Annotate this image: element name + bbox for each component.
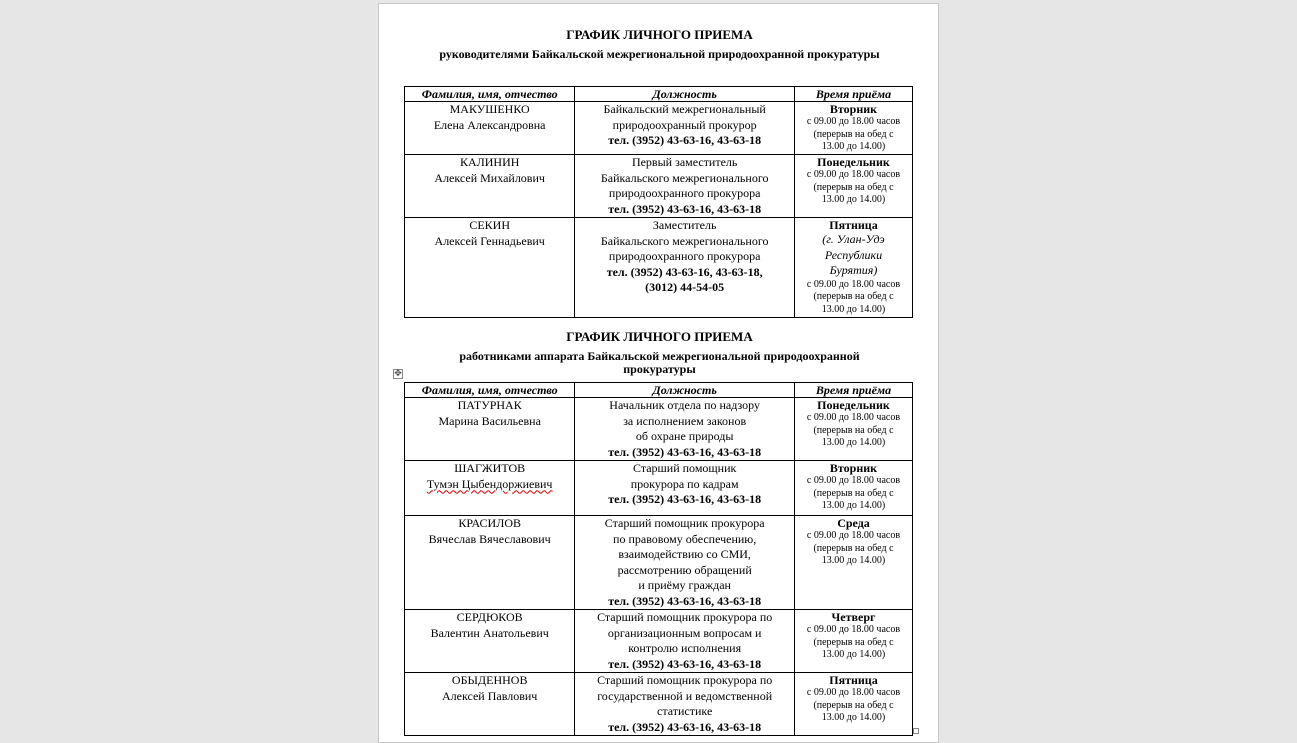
lunch-break: 13.00 до 14.00) — [821, 500, 886, 511]
lunch-break: 13.00 до 14.00) — [821, 194, 886, 205]
position-line: Байкальский межрегиональный — [603, 102, 766, 116]
table-row — [405, 155, 913, 218]
person-surname: СЕКИН — [469, 218, 511, 232]
lunch-break: (перерыв на обед с — [813, 424, 894, 436]
time-cell — [794, 398, 912, 461]
reception-hours: с 09.00 до 18.00 часов — [806, 624, 901, 635]
table-row — [405, 516, 913, 610]
lunch-break: (перерыв на обед с — [813, 487, 894, 499]
position-line: Байкальского межрегионального — [600, 233, 769, 248]
reception-hours: с 09.00 до 18.00 часов — [806, 687, 901, 698]
position-line: природоохранного прокурора — [608, 186, 761, 200]
position-line: природоохранного прокурора — [608, 249, 761, 263]
phone: тел. (3952) 43-63-16, 43-63-18 — [608, 444, 762, 459]
person-surname: МАКУШЕНКО — [449, 102, 530, 116]
header-fio: Фамилия, имя, отчество — [405, 383, 575, 398]
reception-location: Бурятия) — [829, 263, 878, 277]
time-cell — [794, 102, 912, 155]
reception-day: Среда — [837, 516, 870, 530]
time-cell — [794, 516, 912, 610]
position-line: Начальник отдела по надзору — [609, 398, 761, 412]
position-line: государственной и ведомственной — [597, 688, 773, 703]
position-cell — [575, 461, 795, 516]
position-line: по правовому обеспечению, — [613, 531, 757, 546]
section2-subtitle-cont: прокуратуры — [623, 362, 696, 376]
reception-day: Вторник — [829, 102, 878, 116]
position-cell — [575, 218, 795, 318]
position-line: и приёму граждан — [638, 578, 731, 592]
reception-day: Пятница — [829, 218, 878, 232]
lunch-break: (перерыв на обед с — [813, 636, 894, 648]
position-cell — [575, 516, 795, 610]
table-header-row — [405, 383, 913, 398]
position-line: Старший помощник — [632, 461, 737, 475]
phone-secondary: (3012) 44-54-05 — [645, 280, 725, 294]
lunch-break: (перерыв на обед с — [813, 181, 894, 193]
reception-day: Пятница — [829, 673, 878, 687]
time-cell — [794, 461, 912, 516]
table-row — [405, 610, 913, 673]
reception-hours: с 09.00 до 18.00 часов — [806, 475, 901, 486]
staff-schedule-table — [404, 382, 913, 736]
position-line: прокурора по кадрам — [630, 476, 739, 491]
position-line: организационным вопросам и — [607, 625, 762, 640]
person-name: Вячеслав Вячеславович — [428, 531, 551, 546]
section2-subtitle: работниками аппарата Байкальской межрегиональной природоохранной — [459, 349, 860, 363]
position-line: Заместитель — [652, 218, 717, 232]
person-cell — [405, 218, 575, 318]
section1-title: ГРАФИК ЛИЧНОГО ПРИЕМА — [566, 27, 753, 42]
position-cell — [575, 610, 795, 673]
table-row — [405, 461, 913, 516]
reception-hours: с 09.00 до 18.00 часов — [806, 278, 901, 290]
section1-subtitle: руководителями Байкальской межрегиональной природоохранной прокуратуры — [439, 47, 880, 61]
phone: тел. (3952) 43-63-16, 43-63-18 — [608, 133, 762, 147]
person-name: Марина Васильевна — [438, 413, 541, 428]
person-cell — [405, 673, 575, 736]
lunch-break: (перерыв на обед с — [813, 291, 894, 302]
reception-day: Четверг — [831, 610, 876, 624]
position-cell — [575, 155, 795, 218]
lunch-break: 13.00 до 14.00) — [821, 303, 886, 315]
position-line: Байкальского межрегионального — [600, 170, 769, 185]
move-arrows-icon[interactable]: ✥ — [394, 369, 402, 379]
phone: тел. (3952) 43-63-16, 43-63-18 — [608, 719, 762, 734]
position-cell — [575, 673, 795, 736]
person-cell — [405, 155, 575, 218]
position-line: контролю исполнения — [628, 641, 742, 655]
person-surname: КАЛИНИН — [459, 155, 520, 169]
position-line: Старший помощник прокурора по — [597, 673, 773, 687]
reception-day: Вторник — [829, 461, 878, 475]
person-cell — [405, 516, 575, 610]
person-surname: КРАСИЛОВ — [458, 516, 522, 530]
table-row — [405, 218, 913, 318]
phone: тел. (3952) 43-63-16, 43-63-18 — [608, 492, 762, 506]
person-surname: ШАГЖИТОВ — [454, 461, 526, 475]
person-surname: СЕРДЮКОВ — [456, 610, 523, 624]
leaders-schedule-table — [404, 86, 913, 318]
position-line: статистике — [657, 704, 713, 718]
lunch-break: 13.00 до 14.00) — [821, 649, 886, 660]
reception-hours: с 09.00 до 18.00 часов — [806, 530, 901, 541]
phone: тел. (3952) 43-63-16, 43-63-18 — [608, 593, 762, 608]
person-name: Алексей Геннадьевич — [434, 233, 545, 248]
lunch-break: 13.00 до 14.00) — [821, 712, 886, 723]
person-cell — [405, 102, 575, 155]
lunch-break: 13.00 до 14.00) — [821, 437, 886, 448]
header-fio: Фамилия, имя, отчество — [405, 87, 575, 102]
time-cell — [794, 218, 912, 318]
section2-title: ГРАФИК ЛИЧНОГО ПРИЕМА — [566, 329, 753, 344]
table-header-row — [405, 87, 913, 102]
person-cell — [405, 461, 575, 516]
header-time: Время приёма — [794, 383, 912, 398]
position-line: за исполнением законов — [623, 413, 747, 428]
header-position: Должность — [575, 383, 795, 398]
table-row — [405, 102, 913, 155]
time-cell — [794, 155, 912, 218]
person-name: Тумэн Цыбендоржиевич — [426, 476, 553, 491]
header-time: Время приёма — [794, 87, 912, 102]
position-line: об охране природы — [635, 429, 734, 443]
phone: тел. (3952) 43-63-16, 43-63-18 — [608, 201, 762, 216]
person-cell — [405, 398, 575, 461]
lunch-break: (перерыв на обед с — [813, 699, 894, 711]
position-cell — [575, 398, 795, 461]
phone: тел. (3952) 43-63-16, 43-63-18 — [608, 656, 762, 671]
lunch-break: 13.00 до 14.00) — [821, 141, 886, 152]
header-position: Должность — [575, 87, 795, 102]
reception-day: Понедельник — [817, 398, 890, 412]
resize-handle-icon[interactable] — [913, 728, 919, 734]
person-name: Валентин Анатольевич — [430, 625, 549, 640]
person-name: Алексей Михайлович — [434, 170, 545, 185]
time-cell — [794, 673, 912, 736]
person-name: Елена Александровна — [433, 117, 546, 132]
position-cell — [575, 102, 795, 155]
phone: тел. (3952) 43-63-16, 43-63-18, — [606, 264, 763, 279]
lunch-break: (перерыв на обед с — [813, 128, 894, 140]
position-line: рассмотрению обращений — [617, 562, 752, 577]
position-line: взаимодействию со СМИ, — [618, 547, 751, 561]
person-cell — [405, 610, 575, 673]
table-row — [405, 398, 913, 461]
person-name: Алексей Павлович — [442, 688, 538, 703]
position-line: природоохранный прокурор — [612, 117, 757, 132]
table-row — [405, 673, 913, 736]
reception-location: Республики — [824, 247, 883, 262]
reception-hours: с 09.00 до 18.00 часов — [806, 169, 901, 180]
person-surname: ПАТУРНАК — [457, 398, 522, 412]
position-line: Старший помощник прокурора — [604, 516, 765, 530]
person-surname: ОБЫДЕННОВ — [451, 673, 528, 687]
lunch-break: (перерыв на обед с — [813, 542, 894, 554]
reception-hours: с 09.00 до 18.00 часов — [806, 116, 901, 127]
reception-day: Понедельник — [817, 155, 890, 169]
time-cell — [794, 610, 912, 673]
reception-hours: с 09.00 до 18.00 часов — [806, 412, 901, 423]
position-line: Старший помощник прокурора по — [597, 610, 773, 624]
document-page — [378, 3, 939, 743]
reception-location: (г. Улан-Удэ — [822, 232, 885, 246]
lunch-break: 13.00 до 14.00) — [821, 555, 886, 566]
position-line: Первый заместитель — [631, 155, 738, 169]
